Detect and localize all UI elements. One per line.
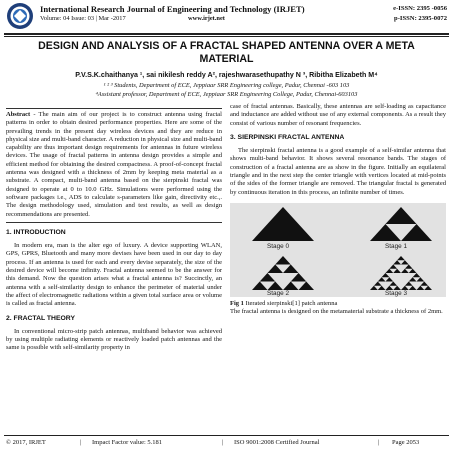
footer-separator-2: |	[222, 439, 224, 446]
footer-impact-factor: Impact Factor value: 5.181	[92, 439, 163, 446]
fractal-theory-continued-text: case of fractal antennas. Basically, these antennas are self-loading as capacitance and inductance are added without use of any external components. As a result they consist of various number of resonant frequencies.	[230, 103, 446, 127]
abstract-heading: Abstract	[6, 111, 31, 118]
paper-authors: P.V.S.K.chaithanya ¹, sai nikilesh reddy A², rajeshwarasethupathy N ³, Ribitha Elizabeth M⁴	[75, 71, 378, 79]
header-rule	[4, 33, 449, 35]
figure-caption-label: Fig 1	[230, 299, 244, 307]
stage-0-label: Stage 0	[267, 242, 290, 250]
abstract-text: - The main aim of our project is to construct antenna using fractal patterns in order to obtain desired performance properties. Here are some of the prevailing trends in the present day wireless devices and they are reduce in physical size and multi-band character. A reduction in physical size and multi-band capability are thus important design requirements for antennas in future wireless devices. The usage of fractal patterns in antenna design provides a simple and efficient method for obtaining the desired compactness. A proof-of-concept fractal antenna was designed with a thickness of 2mm by keeping meta material as a substrate. A compact, multi-band antenna based on the sierpinski fractal was designed to operate at 0 to 10.0 GHz. Simulations were performed using the software packages i.e., ADS to calculate s-parameters like gain, directivity etc.,. The design methodology used, simulation and test results, as well as design recommendations are presented.	[6, 111, 222, 218]
footer-copyright: © 2017, IRJET	[6, 439, 46, 446]
footer-page-number: Page 2053	[392, 439, 420, 446]
header-rule-thin	[4, 36, 449, 37]
stage-3-label: Stage 3	[385, 289, 408, 297]
paper-title: DESIGN AND ANALYSIS OF A FRACTAL SHAPED ANTENNA OVER A META MATERIAL	[38, 40, 415, 65]
footer-separator-3: |	[378, 439, 380, 446]
journal-website[interactable]: www.irjet.net	[188, 15, 225, 22]
stage-1-label: Stage 1	[385, 242, 408, 250]
volume-issue: Volume: 04 Issue: 03 | Mar -2017	[40, 15, 126, 22]
irjet-logo-icon	[6, 2, 34, 30]
affiliation-professor: ⁴Assistant professor, Department of ECE, Jeppiaar SRR Engineering College, Padur, Chennai-603103	[95, 91, 358, 98]
sierpinski-stages-figure	[230, 203, 446, 297]
e-issn: e-ISSN: 2395 -0056	[393, 5, 447, 12]
journal-name: International Research Journal of Engineering and Technology (IRJET)	[40, 4, 305, 14]
introduction-text: In modern era, man is the alter ego of luxury. A device supporting WLAN, GPS, GPRS, Bluetooth and many more devises have been used in our day to day process. If an antenna is used for each and every devise separately, the size of the desired device will become infinity. Fractal antenna seemed to be the answer for this demand. Now the question arises what a fractal antenna is? Succinctly, an antenna with a self-similarity design to enhance the perimeter of material under the affect of electromagnetic radiations within a given total surface area or volume is called as fractal antenna.	[6, 242, 222, 308]
footer-iso: ISO 9001:2008 Certified Journal	[234, 439, 320, 446]
stage-3-triangles	[370, 256, 432, 290]
sierpinski-stages-drawing	[230, 203, 446, 297]
section-heading-sierpinski: 3. SIERPINSKI FRACTAL ANTENNA	[230, 133, 345, 141]
journal-header	[0, 0, 453, 33]
p-issn: p-ISSN: 2395-0072	[394, 15, 447, 22]
affiliation-students: ¹ ² ³ Students, Department of ECE, Jeppiaar SRR Engineering college, Padur, Chennai -603 103	[103, 82, 350, 89]
section-heading-introduction: 1. INTRODUCTION	[6, 228, 66, 236]
stage-1-triangles	[370, 207, 432, 241]
footer-separator-1: |	[80, 439, 82, 446]
figure-caption-text: Iterated sierpinski[1] patch antenna	[243, 299, 338, 307]
figure-caption	[230, 300, 446, 308]
page-footer	[0, 437, 453, 449]
stage-2-label: Stage 2	[267, 289, 290, 297]
footer-rule	[4, 435, 449, 436]
fractal-theory-text: In conventional micro-strip patch antennas, multiband behavior was achieved by using multiple radiating elements or reactively loaded patch antennas and the same is possible with self-similarity property in	[6, 327, 222, 352]
abstract	[6, 111, 222, 219]
stage-0-triangle	[252, 207, 314, 241]
left-column	[6, 108, 222, 353]
stage-2-triangles	[252, 256, 314, 290]
right-column	[230, 103, 446, 317]
sierpinski-text: The sierpinski fractal antenna is a good example of a self-similar antenna that shows multi-band behavior. It shows several resonance bands. The stages of construction of a fractal antenna are as show in the figure. Initially an equilateral triangle and in the next step the center triangle with vertices located at mid-points of the sides of the former triangle are removed. The triangular fractal is generated by continuous iteration in this process, an infinite number of times.	[230, 147, 446, 196]
section-heading-fractal-theory: 2. FRACTAL THEORY	[6, 314, 75, 322]
after-figure-text: The fractal antenna is designed on the metamaterial substrate a thickness of 2mm.	[230, 308, 443, 316]
abstract-box	[6, 108, 222, 223]
